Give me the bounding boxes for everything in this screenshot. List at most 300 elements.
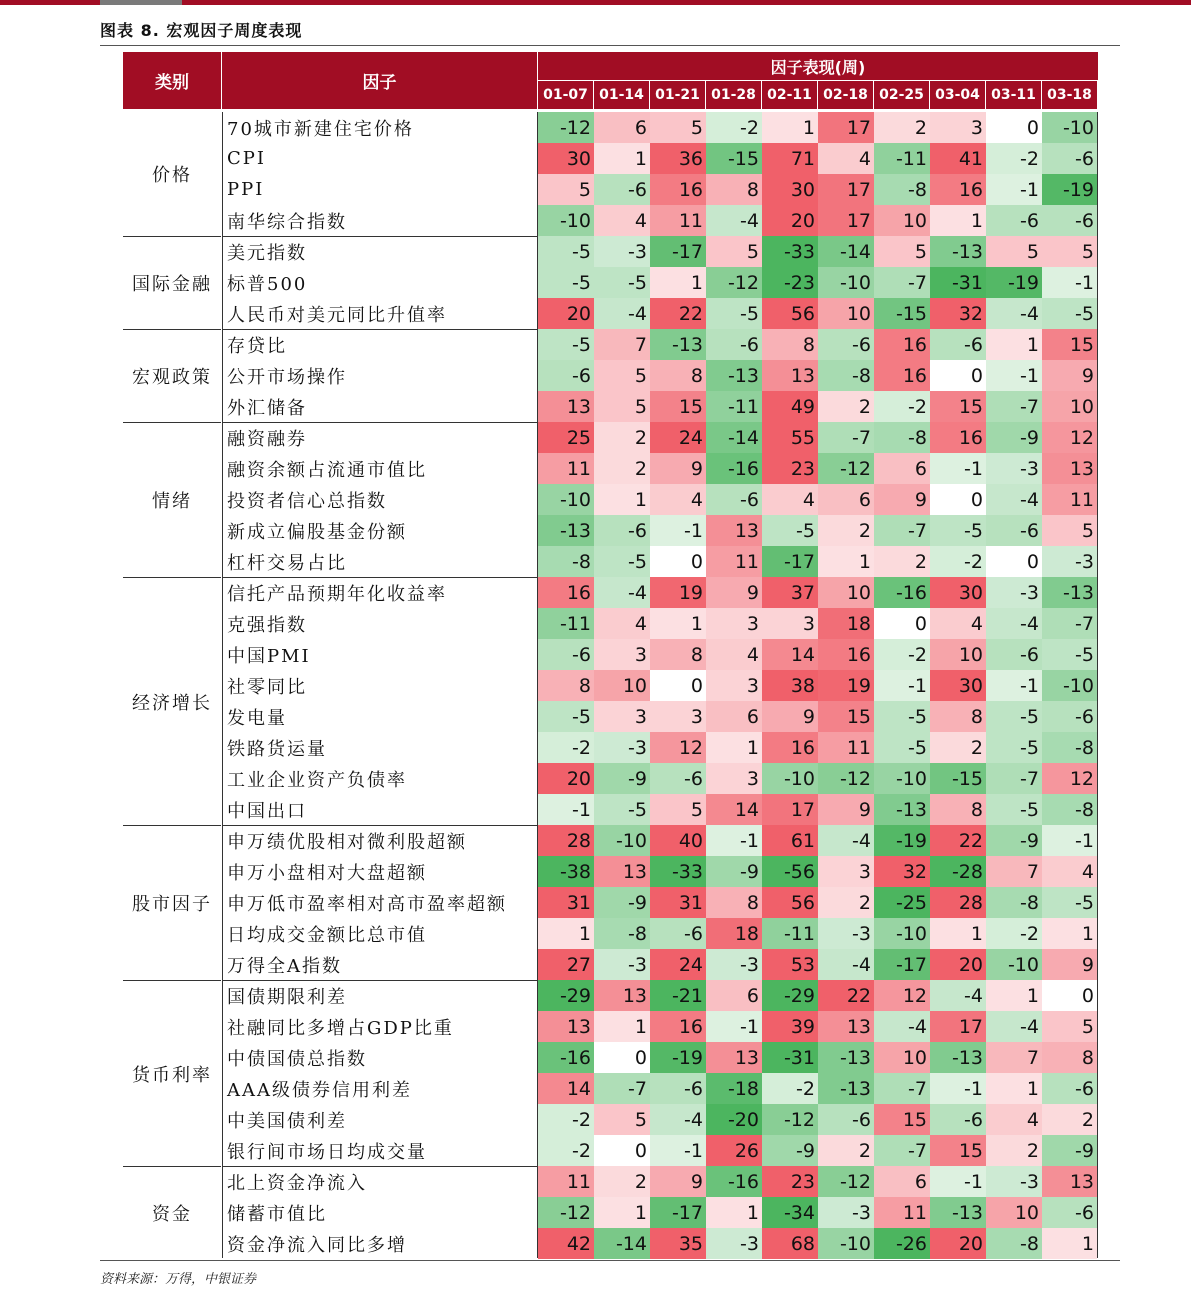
value-cell: 8 xyxy=(930,701,986,732)
value-cell: 61 xyxy=(762,825,818,856)
value-cell: 1 xyxy=(818,546,874,577)
value-cell: -13 xyxy=(538,515,594,546)
value-cell: 17 xyxy=(818,112,874,143)
value-cell: -2 xyxy=(706,112,762,143)
value-cell: 3 xyxy=(706,670,762,701)
value-cell: -4 xyxy=(818,949,874,980)
value-cell: 3 xyxy=(818,856,874,887)
value-cell: -5 xyxy=(1042,639,1097,670)
value-cell: -33 xyxy=(650,856,706,887)
value-cell: -10 xyxy=(818,1228,874,1259)
value-cell: 4 xyxy=(594,608,650,639)
value-cell: 13 xyxy=(1042,1166,1097,1197)
value-cell: 26 xyxy=(706,1135,762,1166)
value-cell: 23 xyxy=(762,453,818,484)
value-cell: -1 xyxy=(986,360,1042,391)
factor-name: 70城市新建住宅价格 xyxy=(227,118,414,140)
category-cell: 宏观政策 xyxy=(123,329,221,422)
value-cell: 5 xyxy=(650,112,706,143)
value-cell: -10 xyxy=(874,763,930,794)
value-cell: -10 xyxy=(818,267,874,298)
factor-name: 申万低市盈率相对高市盈率超额 xyxy=(227,893,507,915)
value-cell: -5 xyxy=(986,732,1042,763)
value-cell: 17 xyxy=(818,174,874,205)
value-cell: -10 xyxy=(1042,670,1097,701)
value-cell: 32 xyxy=(930,298,986,329)
value-cell: -16 xyxy=(538,1042,594,1073)
value-cell: -13 xyxy=(650,329,706,360)
value-cell: -2 xyxy=(538,1104,594,1135)
value-cell: -23 xyxy=(762,267,818,298)
value-cell: 37 xyxy=(762,577,818,608)
value-cell: 6 xyxy=(706,980,762,1011)
value-cell: -6 xyxy=(650,918,706,949)
value-cell: -4 xyxy=(594,298,650,329)
value-cell: 17 xyxy=(818,205,874,236)
value-cell: 4 xyxy=(1042,856,1097,887)
value-cell: -8 xyxy=(874,174,930,205)
value-cell: -5 xyxy=(986,701,1042,732)
value-cell: -18 xyxy=(706,1073,762,1104)
table-divider-right xyxy=(1097,112,1098,1258)
value-cell: 5 xyxy=(650,794,706,825)
value-cell: -29 xyxy=(538,980,594,1011)
value-cell: 2 xyxy=(986,1135,1042,1166)
value-cell: 11 xyxy=(706,546,762,577)
value-cell: 5 xyxy=(706,236,762,267)
value-cell: -3 xyxy=(594,236,650,267)
value-cell: 49 xyxy=(762,391,818,422)
value-cell: -7 xyxy=(986,391,1042,422)
value-cell: -1 xyxy=(930,1166,986,1197)
value-cell: -5 xyxy=(706,298,762,329)
value-cell: -6 xyxy=(818,329,874,360)
value-cell: 53 xyxy=(762,949,818,980)
value-cell: 6 xyxy=(874,1166,930,1197)
value-cell: -2 xyxy=(538,1135,594,1166)
factor-name: 中美国债利差 xyxy=(227,1110,347,1132)
value-cell: 0 xyxy=(874,608,930,639)
value-cell: 9 xyxy=(874,484,930,515)
value-cell: 40 xyxy=(650,825,706,856)
value-cell: -10 xyxy=(874,918,930,949)
value-cell: -5 xyxy=(594,546,650,577)
factor-name: 申万小盘相对大盘超额 xyxy=(227,862,427,884)
value-cell: 9 xyxy=(1042,360,1097,391)
value-cell: 0 xyxy=(650,546,706,577)
value-cell: 10 xyxy=(986,1197,1042,1228)
value-cell: 2 xyxy=(874,112,930,143)
value-cell: -5 xyxy=(1042,887,1097,918)
value-cell: 55 xyxy=(762,422,818,453)
value-cell: -11 xyxy=(762,918,818,949)
factor-name: 人民币对美元同比升值率 xyxy=(227,304,447,326)
value-cell: 9 xyxy=(762,701,818,732)
week-header-03-11: 03-11 xyxy=(986,81,1041,109)
value-cell: 71 xyxy=(762,143,818,174)
category-cell: 国际金融 xyxy=(123,236,221,329)
value-cell: -12 xyxy=(762,1104,818,1135)
value-cell: -7 xyxy=(874,1073,930,1104)
value-cell: -34 xyxy=(762,1197,818,1228)
value-cell: 3 xyxy=(930,112,986,143)
value-cell: -38 xyxy=(538,856,594,887)
value-cell: 16 xyxy=(930,422,986,453)
value-cell: 8 xyxy=(650,639,706,670)
value-cell: 0 xyxy=(986,546,1042,577)
value-cell: -29 xyxy=(762,980,818,1011)
value-cell: 16 xyxy=(762,732,818,763)
value-cell: 3 xyxy=(594,639,650,670)
value-cell: -2 xyxy=(986,918,1042,949)
factor-name: 杠杆交易占比 xyxy=(227,552,347,574)
factor-name: 日均成交金额比总市值 xyxy=(227,924,427,946)
value-cell: -4 xyxy=(874,1011,930,1042)
value-cell: -10 xyxy=(1042,112,1097,143)
value-cell: 1 xyxy=(1042,1228,1097,1259)
value-cell: -6 xyxy=(1042,1073,1097,1104)
value-cell: 11 xyxy=(538,1166,594,1197)
value-cell: -4 xyxy=(650,1104,706,1135)
value-cell: 24 xyxy=(650,949,706,980)
value-cell: 16 xyxy=(650,174,706,205)
value-cell: -13 xyxy=(818,1042,874,1073)
value-cell: -11 xyxy=(874,143,930,174)
value-cell: 9 xyxy=(650,1166,706,1197)
value-cell: 3 xyxy=(706,763,762,794)
value-cell: 15 xyxy=(818,701,874,732)
value-cell: 13 xyxy=(1042,453,1097,484)
value-cell: -6 xyxy=(538,639,594,670)
value-cell: 35 xyxy=(650,1228,706,1259)
value-cell: -6 xyxy=(930,1104,986,1135)
title-rule xyxy=(100,45,1120,46)
value-cell: 13 xyxy=(706,515,762,546)
value-cell: 11 xyxy=(874,1197,930,1228)
value-cell: 12 xyxy=(650,732,706,763)
value-cell: -6 xyxy=(818,1104,874,1135)
value-cell: -6 xyxy=(986,639,1042,670)
value-cell: -6 xyxy=(1042,701,1097,732)
value-cell: 10 xyxy=(818,577,874,608)
value-cell: 0 xyxy=(594,1135,650,1166)
value-cell: 5 xyxy=(986,236,1042,267)
factor-name: 美元指数 xyxy=(227,242,307,264)
value-cell: -1 xyxy=(706,1011,762,1042)
value-cell: -16 xyxy=(706,453,762,484)
value-cell: -5 xyxy=(538,329,594,360)
value-cell: -7 xyxy=(594,1073,650,1104)
value-cell: 4 xyxy=(762,484,818,515)
value-cell: 10 xyxy=(874,1042,930,1073)
value-cell: 5 xyxy=(594,1104,650,1135)
value-cell: 10 xyxy=(1042,391,1097,422)
value-cell: -20 xyxy=(706,1104,762,1135)
factor-name: 社零同比 xyxy=(227,676,307,698)
value-cell: -13 xyxy=(706,360,762,391)
value-cell: -3 xyxy=(818,918,874,949)
value-cell: -1 xyxy=(986,174,1042,205)
value-cell: 6 xyxy=(594,112,650,143)
value-cell: 1 xyxy=(594,484,650,515)
value-cell: 6 xyxy=(706,701,762,732)
value-cell: 4 xyxy=(650,484,706,515)
value-cell: -12 xyxy=(818,453,874,484)
value-cell: -3 xyxy=(986,453,1042,484)
value-cell: 1 xyxy=(1042,918,1097,949)
factor-name: 中国PMI xyxy=(227,645,311,667)
value-cell: 7 xyxy=(986,856,1042,887)
category-cell: 货币利率 xyxy=(123,980,221,1166)
value-cell: -7 xyxy=(874,515,930,546)
value-cell: -5 xyxy=(1042,298,1097,329)
category-cell: 资金 xyxy=(123,1166,221,1259)
value-cell: -15 xyxy=(706,143,762,174)
value-cell: -6 xyxy=(538,360,594,391)
value-cell: 7 xyxy=(594,329,650,360)
value-cell: 5 xyxy=(538,174,594,205)
value-cell: 2 xyxy=(818,515,874,546)
value-cell: -19 xyxy=(650,1042,706,1073)
value-cell: 24 xyxy=(650,422,706,453)
value-cell: -13 xyxy=(818,1073,874,1104)
value-cell: -8 xyxy=(538,546,594,577)
value-cell: 1 xyxy=(762,112,818,143)
factor-name: 新成立偏股基金份额 xyxy=(227,521,407,543)
value-cell: 1 xyxy=(930,205,986,236)
value-cell: -1 xyxy=(930,453,986,484)
value-cell: 39 xyxy=(762,1011,818,1042)
value-cell: -6 xyxy=(986,515,1042,546)
value-cell: -31 xyxy=(930,267,986,298)
value-cell: -16 xyxy=(706,1166,762,1197)
factor-name: 铁路货运量 xyxy=(227,738,327,760)
value-cell: -10 xyxy=(986,949,1042,980)
value-cell: 2 xyxy=(818,887,874,918)
week-header-03-18: 03-18 xyxy=(1042,81,1097,109)
value-cell: -15 xyxy=(930,763,986,794)
factor-name: 银行间市场日均成交量 xyxy=(227,1141,427,1163)
value-cell: -9 xyxy=(706,856,762,887)
value-cell: 9 xyxy=(706,577,762,608)
value-cell: 12 xyxy=(1042,763,1097,794)
value-cell: 7 xyxy=(986,1042,1042,1073)
week-header-01-21: 01-21 xyxy=(650,81,705,109)
value-cell: 19 xyxy=(818,670,874,701)
value-cell: -1 xyxy=(650,515,706,546)
value-cell: 20 xyxy=(930,1228,986,1259)
value-cell: -4 xyxy=(706,205,762,236)
value-cell: 2 xyxy=(1042,1104,1097,1135)
factor-name: 公开市场操作 xyxy=(227,366,347,388)
value-cell: 1 xyxy=(986,980,1042,1011)
value-cell: -4 xyxy=(594,577,650,608)
value-cell: -3 xyxy=(986,577,1042,608)
value-cell: -9 xyxy=(594,763,650,794)
factor-table xyxy=(123,112,1098,1258)
value-cell: -8 xyxy=(874,422,930,453)
value-cell: 19 xyxy=(650,577,706,608)
value-cell: -8 xyxy=(986,1228,1042,1259)
value-cell: 22 xyxy=(650,298,706,329)
value-cell: -9 xyxy=(594,887,650,918)
value-cell: -33 xyxy=(762,236,818,267)
footer-rule xyxy=(100,1260,1120,1261)
value-cell: -3 xyxy=(986,1166,1042,1197)
value-cell: -5 xyxy=(930,515,986,546)
value-cell: 12 xyxy=(1042,422,1097,453)
factor-name: 投资者信心总指数 xyxy=(227,490,387,512)
value-cell: -1 xyxy=(986,670,1042,701)
value-cell: -6 xyxy=(594,515,650,546)
value-cell: -5 xyxy=(594,794,650,825)
value-cell: -5 xyxy=(874,701,930,732)
value-cell: 1 xyxy=(594,1011,650,1042)
value-cell: -31 xyxy=(762,1042,818,1073)
value-cell: -4 xyxy=(986,298,1042,329)
factor-name: 克强指数 xyxy=(227,614,307,636)
week-header-02-11: 02-11 xyxy=(762,81,817,109)
value-cell: -6 xyxy=(930,329,986,360)
value-cell: -3 xyxy=(594,732,650,763)
value-cell: 6 xyxy=(818,484,874,515)
value-cell: 23 xyxy=(762,1166,818,1197)
value-cell: 6 xyxy=(874,453,930,484)
value-cell: 11 xyxy=(1042,484,1097,515)
value-cell: 30 xyxy=(762,174,818,205)
value-cell: 1 xyxy=(706,732,762,763)
value-cell: -10 xyxy=(762,763,818,794)
value-cell: 10 xyxy=(594,670,650,701)
value-cell: -14 xyxy=(706,422,762,453)
value-cell: 2 xyxy=(930,732,986,763)
value-cell: 10 xyxy=(818,298,874,329)
value-cell: -1 xyxy=(538,794,594,825)
value-cell: 11 xyxy=(538,453,594,484)
value-cell: -9 xyxy=(986,825,1042,856)
value-cell: 14 xyxy=(538,1073,594,1104)
value-cell: 15 xyxy=(1042,329,1097,360)
value-cell: 25 xyxy=(538,422,594,453)
value-cell: 8 xyxy=(762,329,818,360)
value-cell: -12 xyxy=(706,267,762,298)
value-cell: -3 xyxy=(1042,546,1097,577)
source-note: 资料来源：万得，中银证券 xyxy=(100,1272,257,1287)
value-cell: -5 xyxy=(594,267,650,298)
value-cell: 1 xyxy=(650,608,706,639)
value-cell: 9 xyxy=(1042,949,1097,980)
factor-name: 存贷比 xyxy=(227,335,287,357)
value-cell: 16 xyxy=(874,329,930,360)
value-cell: -1 xyxy=(930,1073,986,1104)
value-cell: -6 xyxy=(706,484,762,515)
value-cell: -14 xyxy=(818,236,874,267)
factor-name: 外汇储备 xyxy=(227,397,307,419)
factor-name: 中国出口 xyxy=(227,800,307,822)
value-cell: 32 xyxy=(874,856,930,887)
value-cell: -2 xyxy=(930,546,986,577)
value-cell: 5 xyxy=(594,391,650,422)
value-cell: -2 xyxy=(874,391,930,422)
week-header-02-18: 02-18 xyxy=(818,81,873,109)
value-cell: -5 xyxy=(762,515,818,546)
value-cell: -3 xyxy=(594,949,650,980)
value-cell: 2 xyxy=(594,422,650,453)
value-cell: 5 xyxy=(874,236,930,267)
value-cell: 42 xyxy=(538,1228,594,1259)
value-cell: -12 xyxy=(538,112,594,143)
value-cell: -2 xyxy=(874,639,930,670)
week-header-01-07: 01-07 xyxy=(538,81,593,109)
value-cell: -12 xyxy=(818,1166,874,1197)
value-cell: -8 xyxy=(1042,732,1097,763)
value-cell: 2 xyxy=(818,391,874,422)
value-cell: -13 xyxy=(874,794,930,825)
value-cell: 20 xyxy=(538,763,594,794)
value-cell: -6 xyxy=(986,205,1042,236)
value-cell: 17 xyxy=(762,794,818,825)
value-cell: 5 xyxy=(1042,236,1097,267)
value-cell: 5 xyxy=(1042,515,1097,546)
factor-name: 融资融券 xyxy=(227,428,307,450)
value-cell: 41 xyxy=(930,143,986,174)
value-cell: -6 xyxy=(650,763,706,794)
value-cell: 20 xyxy=(930,949,986,980)
value-cell: 15 xyxy=(930,391,986,422)
value-cell: 1 xyxy=(594,143,650,174)
value-cell: -6 xyxy=(594,174,650,205)
value-cell: -9 xyxy=(762,1135,818,1166)
factor-name: 申万绩优股相对微利股超额 xyxy=(227,831,467,853)
week-header-01-14: 01-14 xyxy=(594,81,649,109)
value-cell: 15 xyxy=(650,391,706,422)
value-cell: -12 xyxy=(538,1197,594,1228)
value-cell: -6 xyxy=(650,1073,706,1104)
value-cell: 13 xyxy=(706,1042,762,1073)
value-cell: -9 xyxy=(986,422,1042,453)
value-cell: 2 xyxy=(818,1135,874,1166)
value-cell: 1 xyxy=(650,267,706,298)
value-cell: -4 xyxy=(818,825,874,856)
value-cell: -19 xyxy=(986,267,1042,298)
factor-name: 万得全A指数 xyxy=(227,955,342,977)
value-cell: -11 xyxy=(538,608,594,639)
value-cell: -11 xyxy=(706,391,762,422)
category-cell: 情绪 xyxy=(123,422,221,577)
value-cell: -13 xyxy=(930,1197,986,1228)
value-cell: -17 xyxy=(762,546,818,577)
value-cell: -13 xyxy=(930,1042,986,1073)
value-cell: -7 xyxy=(818,422,874,453)
factor-name: CPI xyxy=(227,148,266,169)
value-cell: -4 xyxy=(986,484,1042,515)
value-cell: 0 xyxy=(986,112,1042,143)
value-cell: 0 xyxy=(930,360,986,391)
value-cell: -17 xyxy=(650,1197,706,1228)
value-cell: 8 xyxy=(538,670,594,701)
value-cell: 56 xyxy=(762,298,818,329)
week-header-03-04: 03-04 xyxy=(930,81,985,109)
value-cell: -4 xyxy=(986,1011,1042,1042)
value-cell: 5 xyxy=(594,360,650,391)
value-cell: 13 xyxy=(762,360,818,391)
value-cell: -2 xyxy=(538,732,594,763)
value-cell: 3 xyxy=(706,608,762,639)
value-cell: 1 xyxy=(706,1197,762,1228)
value-cell: -1 xyxy=(650,1135,706,1166)
value-cell: 13 xyxy=(594,856,650,887)
value-cell: 16 xyxy=(930,174,986,205)
